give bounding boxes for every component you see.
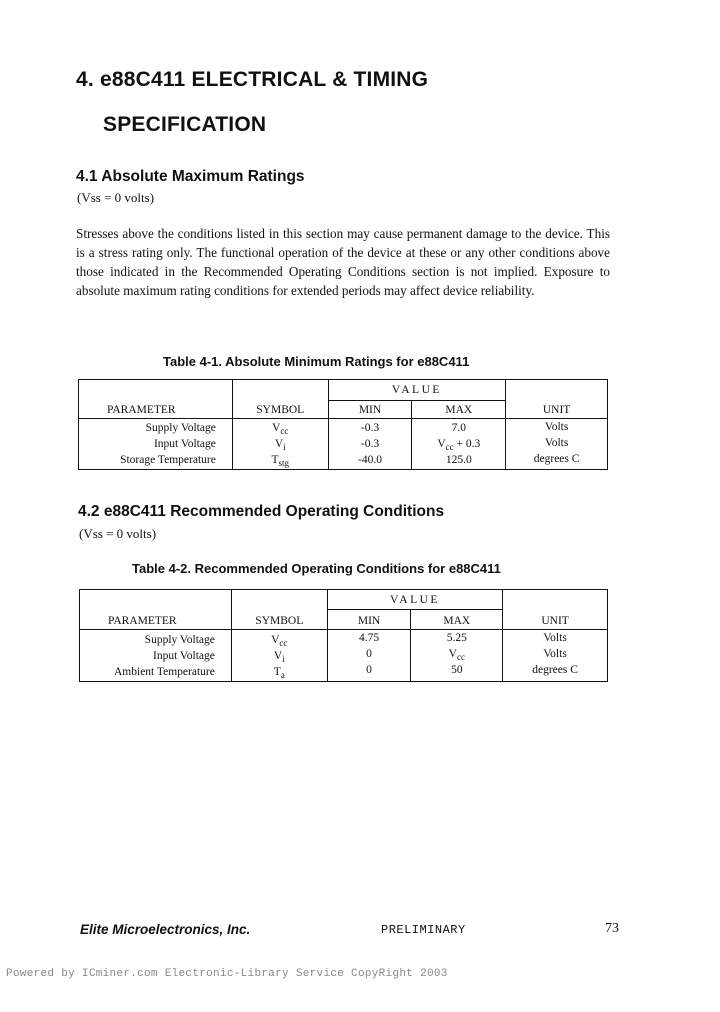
col-header-parameter: PARAMETER — [79, 380, 233, 419]
table-cell-max: 5.25 — [446, 632, 467, 644]
max-column — [411, 630, 503, 682]
chapter-title-line1: 4. e88C411 ELECTRICAL & TIMING — [76, 68, 429, 91]
table-cell-symbol: $T_a$ — [273, 666, 285, 680]
table-cell-min: 0 — [366, 664, 372, 676]
table-cell-max: 7.0 — [451, 422, 466, 434]
table-cell-parameter: Supply Voltage — [144, 634, 215, 646]
table-cell-parameter: Input Voltage — [152, 650, 215, 662]
parameter-column — [80, 630, 232, 682]
footer-company-name: Elite Microelectronics, Inc. — [80, 922, 251, 937]
powered-by-notice: Powered by ICminer.com Electronic-Library Service CopyRight 2003 — [6, 968, 448, 980]
table-cell-unit: degrees C — [533, 453, 580, 465]
section-4-1-title: 4.1 Absolute Maximum Ratings — [76, 168, 305, 185]
table-cell-max: $V_{cc}$ — [448, 648, 465, 662]
section-4-2-condition: (Vss = 0 volts) — [79, 526, 157, 541]
table-cell-symbol: $T_{stg}$ — [271, 454, 289, 468]
table-4-2-caption: Table 4-2. Recommended Operating Conditions for e88C411 — [132, 561, 501, 576]
unit-column — [503, 630, 608, 682]
table-cell-min: -40.0 — [358, 454, 382, 466]
min-column — [327, 630, 411, 682]
max-column — [412, 419, 506, 470]
table-cell-min: -0.3 — [360, 422, 380, 434]
symbol-column — [232, 419, 328, 470]
col-header-parameter: PARAMETER — [80, 590, 232, 630]
table-cell-symbol: $V_{cc}$ — [271, 634, 288, 648]
table-4-1 — [78, 379, 608, 470]
section-4-2-title: 4.2 e88C411 Recommended Operating Conditions — [78, 503, 445, 520]
col-header-max: MAX — [411, 610, 503, 630]
unit-column — [506, 419, 608, 470]
table-cell-unit: Volts — [543, 632, 567, 644]
col-header-min: MIN — [328, 401, 412, 419]
footer-status: PRELIMINARY — [381, 923, 466, 937]
table-cell-max: 125.0 — [445, 454, 472, 466]
section-4-1-condition: (Vss = 0 volts) — [77, 190, 155, 205]
table-cell-parameter: Supply Voltage — [145, 422, 216, 434]
col-header-symbol: SYMBOL — [231, 590, 327, 630]
table-cell-symbol: $V_i$ — [273, 650, 285, 664]
table-cell-unit: degrees C — [532, 664, 578, 676]
col-header-max: MAX — [412, 401, 506, 419]
min-column — [328, 419, 412, 470]
col-header-symbol: SYMBOL — [232, 380, 328, 419]
parameter-column — [79, 419, 233, 470]
table-cell-symbol: $V_i$ — [274, 438, 286, 452]
table-cell-min: 0 — [366, 648, 372, 660]
table-cell-symbol: $V_{cc}$ — [272, 422, 289, 436]
table-cell-min: -0.3 — [360, 438, 380, 450]
table-cell-max: $V_{cc} + 0.3$ — [437, 438, 481, 452]
col-header-value: VALUE — [327, 590, 503, 610]
chapter-title-line2: SPECIFICATION — [103, 113, 267, 136]
table-cell-unit: Volts — [543, 648, 567, 660]
section-4-1-paragraph: Stresses above the conditions listed in this section may cause permanent damage to the device. This is a stress rating only. The functional operation of the device at these or any other conditions above those indicated in the Recommended Operating Conditions section is not implied. Exposure to absolute maximum rating conditions for extended periods may affect device reliability. — [76, 226, 610, 298]
col-header-unit: UNIT — [506, 380, 608, 419]
table-cell-max: 50 — [451, 664, 463, 676]
col-header-unit: UNIT — [503, 590, 608, 630]
table-cell-parameter: Input Voltage — [153, 438, 216, 450]
footer-page-number: 73 — [605, 921, 619, 936]
col-header-value: VALUE — [328, 380, 506, 401]
table-cell-min: 4.75 — [358, 632, 380, 644]
table-cell-parameter: Ambient Temperature — [114, 666, 215, 678]
table-cell-parameter: Storage Temperature — [120, 454, 216, 466]
table-cell-unit: Volts — [544, 437, 569, 449]
table-4-2 — [79, 589, 608, 682]
table-4-1-caption: Table 4-1. Absolute Minimum Ratings for e88C411 — [163, 354, 470, 369]
symbol-column — [231, 630, 327, 682]
table-cell-unit: Volts — [544, 421, 569, 433]
col-header-min: MIN — [327, 610, 411, 630]
